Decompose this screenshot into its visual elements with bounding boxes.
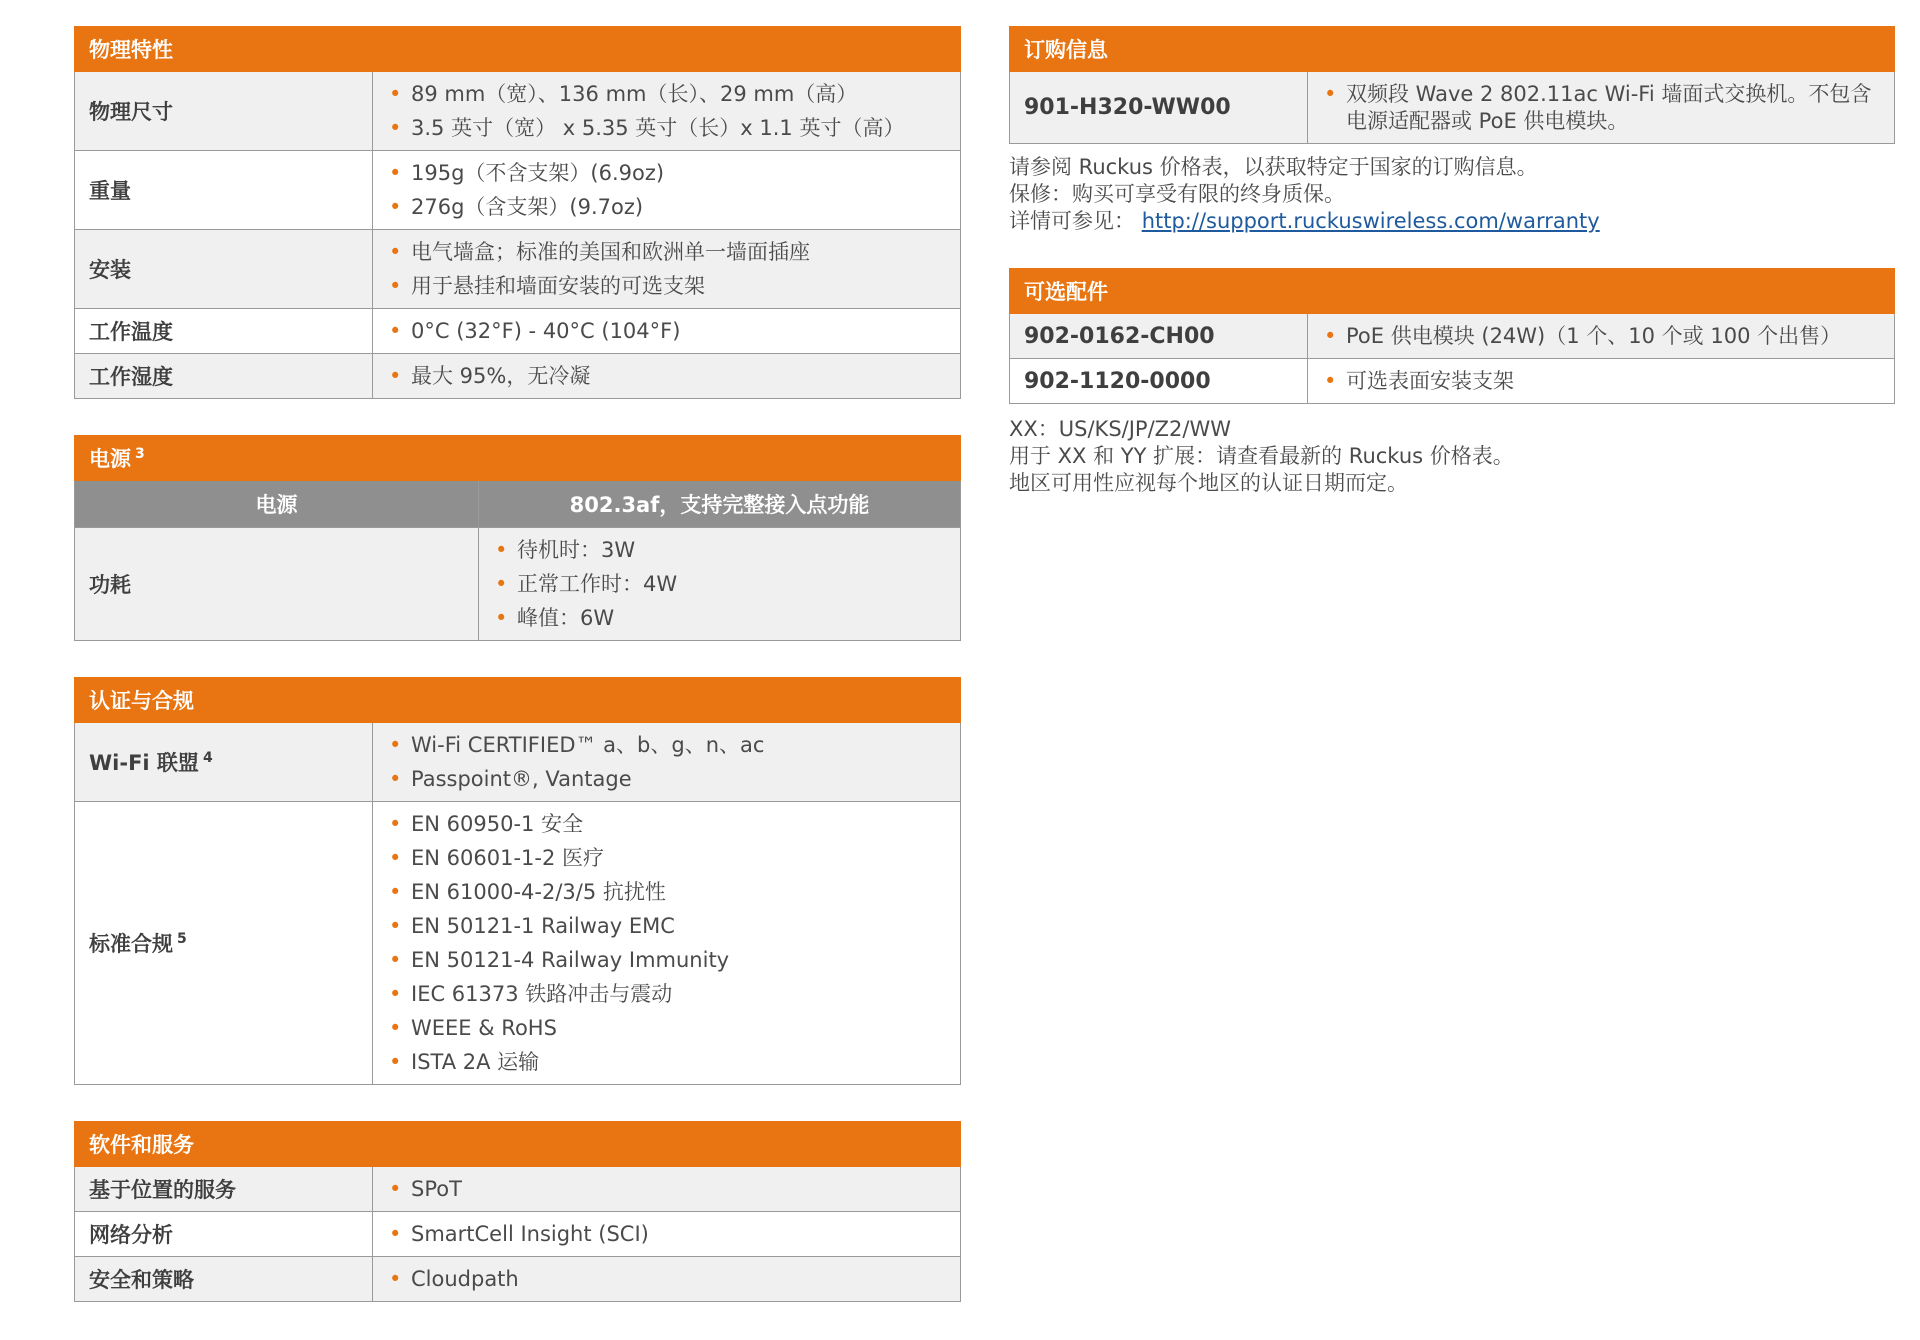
standard-item: • IEC 61373 铁路冲击与震动 bbox=[387, 977, 946, 1011]
power-item: • 待机时：3W bbox=[493, 533, 946, 567]
accessory-note: 用于 XX 和 YY 扩展：请查看最新的 Ruckus 价格表。 bbox=[1009, 444, 1514, 468]
accessories-table bbox=[1009, 268, 1895, 404]
software-item: • SmartCell Insight (SCI) bbox=[387, 1221, 946, 1248]
ordering-table bbox=[1009, 26, 1895, 144]
ordering-note: 保修：购买可享受有限的终身质保。 bbox=[1009, 182, 1345, 206]
physical-weight-item: • 195g（不含支架）(6.9oz) bbox=[387, 156, 946, 190]
wifi-alliance-label-text: Wi-Fi 联盟 bbox=[89, 751, 199, 775]
physical-mount-item: • 用于悬挂和墙面安装的可选支架 bbox=[387, 269, 946, 303]
physical-weight-item: • 276g（含支架）(9.7oz) bbox=[387, 190, 946, 224]
certification-table bbox=[74, 677, 961, 1085]
power-title bbox=[75, 436, 961, 481]
standard-item: • EN 61000-4-2/3/5 抗扰性 bbox=[387, 875, 946, 909]
ordering-note-prefix: 详情可参见： bbox=[1009, 209, 1135, 233]
software-location-label: 基于位置的服务 bbox=[75, 1167, 373, 1212]
software-title: 软件和服务 bbox=[75, 1122, 961, 1167]
accessory-notes bbox=[1009, 416, 1895, 497]
power-table bbox=[74, 435, 961, 641]
power-footnote: 3 bbox=[135, 446, 145, 462]
software-item: • SPoT bbox=[387, 1176, 946, 1203]
standard-item: • EN 50121-1 Railway EMC bbox=[387, 909, 946, 943]
spacer bbox=[74, 641, 961, 677]
ordering-note bbox=[1009, 208, 1895, 235]
physical-weight-label: 重量 bbox=[75, 151, 373, 230]
physical-humidity-label: 工作湿度 bbox=[75, 354, 373, 399]
spacer bbox=[1009, 235, 1895, 268]
accessory-desc: • PoE 供电模块 (24W)（1 个、10 个或 100 个出售） bbox=[1322, 323, 1880, 350]
spacer bbox=[74, 1085, 961, 1121]
physical-dim-label: 物理尺寸 bbox=[75, 72, 373, 151]
ordering-desc: • 双频段 Wave 2 802.11ac Wi-Fi 墙面式交换机。不包含电源适配器或 PoE 供电模块。 bbox=[1322, 81, 1880, 135]
ordering-notes bbox=[1009, 154, 1895, 235]
physical-temp-item: • 0°C (32°F) - 40°C (104°F) bbox=[387, 318, 946, 345]
ordering-title: 订购信息 bbox=[1010, 27, 1895, 72]
physical-dim-item: • 3.5 英寸（宽） x 5.35 英寸（长）x 1.1 英寸（高） bbox=[387, 111, 946, 145]
power-title-text: 电源 bbox=[89, 447, 131, 471]
wifi-alliance-label bbox=[75, 723, 373, 802]
accessory-desc: • 可选表面安装支架 bbox=[1322, 368, 1880, 395]
physical-humidity-item: • 最大 95%，无冷凝 bbox=[387, 363, 946, 390]
standard-item: • EN 60950-1 安全 bbox=[387, 807, 946, 841]
left-column bbox=[74, 26, 961, 1302]
software-table bbox=[74, 1121, 961, 1302]
standard-item: • ISTA 2A 运输 bbox=[387, 1045, 946, 1079]
power-col2-header: 802.3af，支持完整接入点功能 bbox=[479, 481, 961, 528]
physical-mount-item: • 电气墙盒；标准的美国和欧洲单一墙面插座 bbox=[387, 235, 946, 269]
warranty-link[interactable]: http://support.ruckuswireless.com/warranty bbox=[1141, 209, 1600, 233]
physical-temp-label: 工作温度 bbox=[75, 309, 373, 354]
standard-item: • EN 50121-4 Railway Immunity bbox=[387, 943, 946, 977]
wifi-item: • Wi-Fi CERTIFIED™ a、b、g、n、ac bbox=[387, 728, 946, 762]
accessory-code: 902-1120-0000 bbox=[1024, 368, 1211, 394]
software-security-label: 安全和策略 bbox=[75, 1257, 373, 1302]
accessory-note: XX：US/KS/JP/Z2/WW bbox=[1009, 417, 1232, 441]
certification-title: 认证与合规 bbox=[75, 678, 961, 723]
spacer bbox=[74, 399, 961, 435]
power-item: • 正常工作时：4W bbox=[493, 567, 946, 601]
ordering-code: 901-H320-WW00 bbox=[1024, 95, 1231, 120]
wifi-footnote: 4 bbox=[202, 750, 213, 766]
power-col1-header: 电源 bbox=[75, 481, 479, 528]
standard-item: • EN 60601-1-2 医疗 bbox=[387, 841, 946, 875]
standards-label-text: 标准合规 bbox=[89, 932, 173, 956]
accessories-title: 可选配件 bbox=[1010, 269, 1895, 314]
software-item: • Cloudpath bbox=[387, 1266, 946, 1293]
ordering-note: 请参阅 Ruckus 价格表，以获取特定于国家的订购信息。 bbox=[1009, 155, 1538, 179]
software-analytics-label: 网络分析 bbox=[75, 1212, 373, 1257]
power-consumption-label: 功耗 bbox=[75, 528, 479, 641]
physical-title: 物理特性 bbox=[75, 27, 961, 72]
wifi-item: • Passpoint®, Vantage bbox=[387, 762, 946, 796]
physical-mount-label: 安装 bbox=[75, 230, 373, 309]
standards-label bbox=[75, 802, 373, 1085]
accessory-code: 902-0162-CH00 bbox=[1024, 323, 1215, 349]
right-column bbox=[1009, 26, 1895, 497]
power-item: • 峰值：6W bbox=[493, 601, 946, 635]
accessory-note: 地区可用性应视每个地区的认证日期而定。 bbox=[1009, 471, 1408, 495]
standard-item: • WEEE & RoHS bbox=[387, 1011, 946, 1045]
physical-dim-item: • 89 mm（宽）、136 mm（长）、29 mm（高） bbox=[387, 77, 946, 111]
physical-table bbox=[74, 26, 961, 399]
standards-footnote: 5 bbox=[177, 931, 187, 947]
